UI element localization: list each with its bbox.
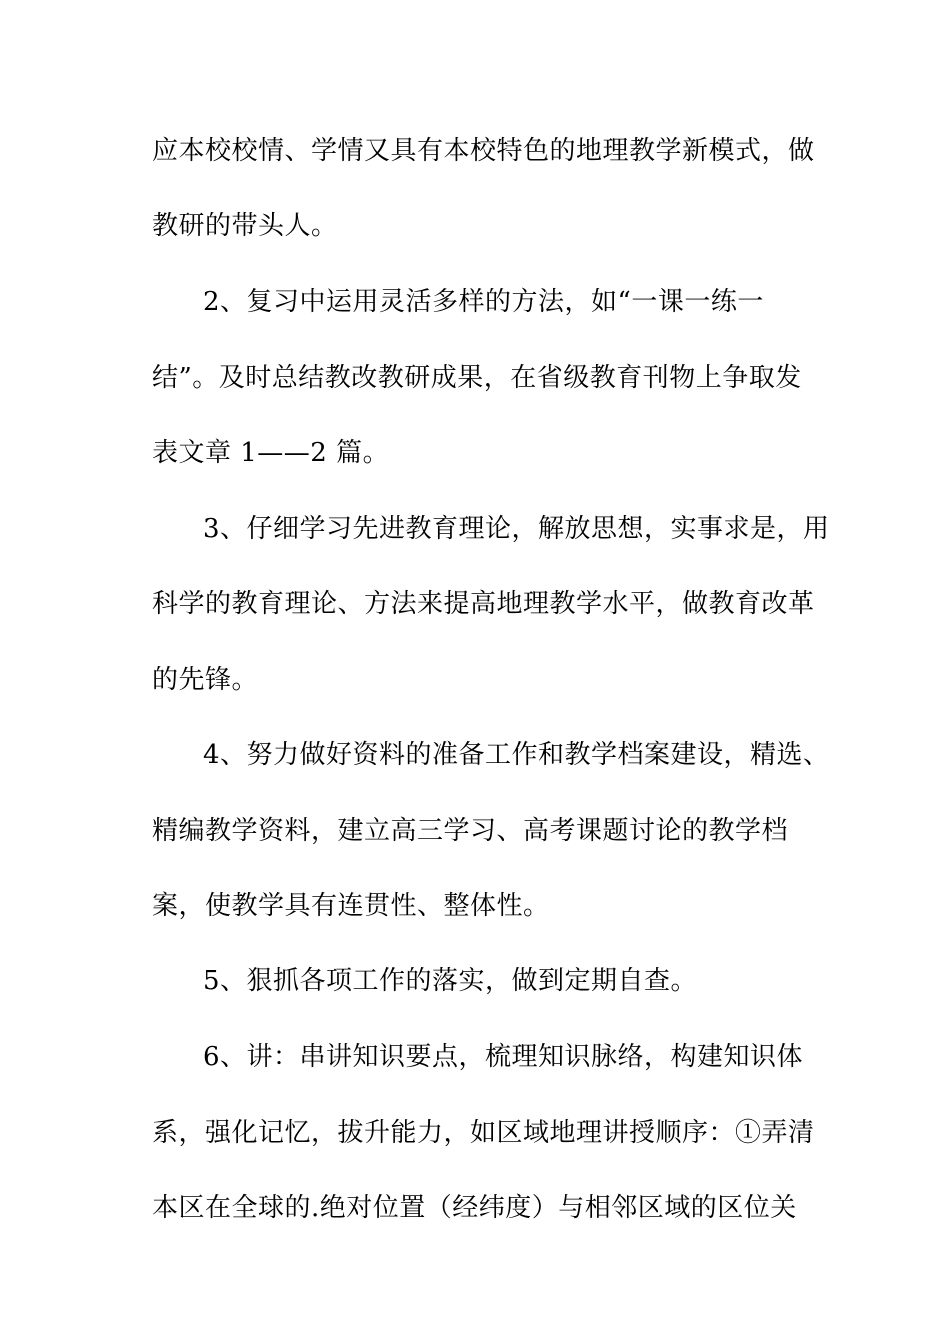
paragraph-3-start: 3、仔细学习先进教育理论，解放思想，实事求是，用: [203, 514, 830, 544]
text-line: 精编教学资料，建立高三学习、高考课题讨论的教学档: [152, 816, 789, 846]
text-line: 科学的教育理论、方法来提高地理教学水平，做教育改革: [152, 589, 815, 619]
paragraph-6-start: 6、讲：串讲知识要点，梳理知识脉络，构建知识体: [203, 1042, 804, 1072]
text-line: 表文章 1——2 篇。: [152, 438, 390, 468]
text-line: 应本校校情、学情又具有本校特色的地理教学新模式，做: [152, 136, 815, 166]
text-line: 的先锋。: [152, 665, 259, 695]
text-line: 结”。及时总结教改教研成果，在省级教育刊物上争取发: [152, 363, 802, 393]
text-line: 系，强化记忆，拔升能力，如区域地理讲授顺序：①弄清: [152, 1118, 815, 1148]
paragraph-2-start: 2、复习中运用灵活多样的方法，如“一课一练一: [203, 287, 764, 317]
text-line: 案，使教学具有连贯性、整体性。: [152, 891, 550, 921]
paragraph-5-start: 5、狠抓各项工作的落实，做到定期自查。: [203, 966, 698, 996]
text-line: 教研的带头人。: [152, 211, 338, 241]
paragraph-4-start: 4、努力做好资料的准备工作和教学档案建设，精选、: [203, 740, 830, 770]
text-line: 本区在全球的.绝对位置（经纬度）与相邻区域的区位关: [152, 1193, 797, 1223]
